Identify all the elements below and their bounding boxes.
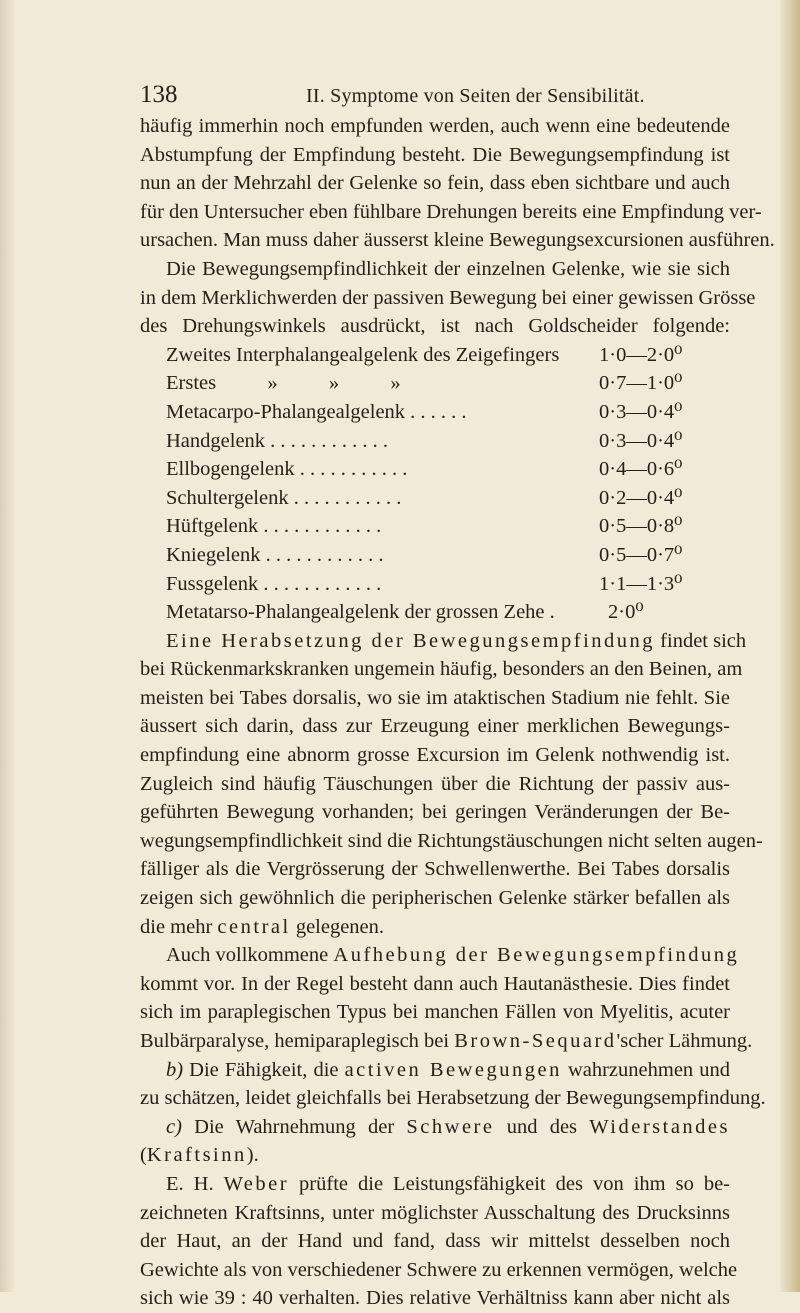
list-marker: b) [166,1058,184,1081]
text-line [140,627,747,656]
joint-name: Fussgelenk . . . . . . . . . . . . [166,572,382,595]
table-row [140,541,730,570]
text-line: der Haut, an der Hand und fand, dass wir mittelst desselben noch [140,1230,730,1253]
spaced-term: Eine Herabsetzung der Bewegungsempfindung [166,629,656,652]
text-run: ( [140,1144,147,1167]
text-run: und des [494,1115,590,1138]
text-line: wegungsempfindlichkeit sind die Richtungstäuschungen nicht selten augen- [140,829,763,852]
page-edge-left [0,0,14,1292]
page-header [140,81,730,111]
text-line: Zugleich sind häufig Täuschungen über die Richtung der passiv aus- [140,772,730,795]
text-run: 'scher Lähmung. [616,1030,753,1052]
text-line: ursachen. Man muss daher äusserst kleine Bewegungsexcursionen ausführen. [140,229,775,252]
table-row [140,570,730,599]
text-run: E. H. [166,1172,224,1195]
joint-threshold: 0·2—0·4⁰ [599,486,683,509]
spaced-term: central [217,915,291,938]
author-name: Brown-Sequard [454,1030,617,1052]
text-run: Die Wahrnehmung der [181,1115,407,1138]
text-line: nun an der Mehrzahl der Gelenke so fein, dass eben sichtbare und auch [140,172,730,195]
text-line [140,941,740,970]
joint-threshold: 1·0—2·0⁰ [599,343,683,366]
text-line: häufig immerhin noch empfunden werden, auch wenn eine bedeutende [140,115,730,137]
text-run: wahrzunehmen und [561,1058,730,1081]
table-row [140,398,730,427]
joint-name: Schultergelenk . . . . . . . . . . . [166,486,402,509]
text-run: Die Fähigkeit, die [183,1058,345,1081]
joint-name: Hüftgelenk . . . . . . . . . . . . [166,515,382,538]
table-row [140,341,730,370]
joint-threshold: 0·3—0·4⁰ [599,400,683,423]
text-line [140,913,730,942]
spaced-term: activen Bewegungen [344,1058,562,1081]
text-line: zeigen sich gewöhnlich die peripherischen Gelenke stärker befallen als [140,887,730,910]
text-line: Abstumpfung der Empfindung besteht. Die Bewegungsempfindung ist [140,143,730,166]
joint-name: Kniegelenk . . . . . . . . . . . . [166,543,384,566]
joint-threshold: 2·0⁰ [608,601,644,624]
joint-threshold: 0·5—0·8⁰ [599,515,683,538]
table-row [140,455,730,484]
text-run: ). [246,1144,259,1167]
joint-threshold: 0·3—0·4⁰ [599,429,683,452]
text-run: die mehr [140,915,218,938]
joint-threshold: 0·5—0·7⁰ [599,543,683,566]
text-run: prüfte die Leistungsfähigkeit des von ihm so be- [289,1172,730,1195]
spaced-term: Widerstandes [589,1115,730,1138]
text-line: zeichneten Kraftsinns, unter möglichster Ausschaltung des Drucksinns [140,1201,730,1224]
text-line: geführten Bewegung vorhanden; bei geringen Veränderungen der Be- [140,801,730,824]
text-line: in dem Merklichwerden der passiven Bewegung bei einer gewissen Grösse [140,286,756,309]
text-run: Auch vollkommene [166,944,334,967]
page-body [140,112,775,1313]
joint-name: Handgelenk . . . . . . . . . . . . [166,429,389,452]
text-line [140,1141,730,1170]
text-line [140,1170,730,1199]
joint-name: Erstes » » » [166,372,401,395]
table-row [140,484,730,513]
page-edge-right [780,0,800,1292]
text-run: Bulbärparalyse, hemiparaplegisch bei [140,1030,455,1052]
table-row [140,598,730,627]
joint-threshold: 1·1—1·3⁰ [599,572,683,595]
text-line: Gewichte als von verschiedener Schwere zu erkennen vermögen, welche [140,1258,738,1281]
text-line: kommt vor. In der Regel besteht dann auch Hautanästhesie. Dies findet [140,972,730,995]
text-line: zu schätzen, leidet gleichfalls bei Herabsetzung der Bewegungsempfindung. [140,1087,766,1110]
joint-name: Zweites Interphalangealgelenk des Zeigefingers [166,343,560,366]
joint-name: Metatarso-Phalangealgelenk der grossen Zehe . [166,601,555,624]
text-line [140,1056,730,1085]
text-line: meisten bei Tabes dorsalis, wo sie im ataktischen Stadium nie fehlt. Sie [140,686,730,709]
text-line: bei Rückenmarkskranken ungemein häufig, besonders an den Beinen, am [140,658,743,681]
joint-threshold: 0·7—1·0⁰ [599,372,683,395]
author-name: Weber [223,1172,290,1195]
spaced-term: Schwere [406,1115,495,1138]
joint-threshold: 0·4—0·6⁰ [599,458,683,481]
text-line: sich im paraplegischen Typus bei manchen Fällen von Myelitis, acuter [140,1001,730,1024]
spaced-term: Aufhebung der Bewegungsempfindung [333,944,740,967]
text-line: sich wie 39 : 40 verhalten. Dies relative Verhältniss kann aber nicht als [140,1287,730,1310]
text-line [140,1027,753,1056]
text-line: des Drehungswinkels ausdrückt, ist nach Goldscheider folgende: [140,315,730,338]
running-head: II. Symptome von Seiten der Sensibilität. [306,85,645,107]
text-run: gelegenen. [290,915,385,938]
joint-name: Metacarpo-Phalangealgelenk . . . . . . [166,400,467,423]
table-row [140,427,730,456]
page-number: 138 [140,81,178,108]
text-line: Die Bewegungsempfindlichkeit der einzelnen Gelenke, wie sie sich [166,257,730,280]
text-run: findet sich [655,629,747,652]
joint-name: Ellbogengelenk . . . . . . . . . . . [166,458,408,481]
text-line: für den Untersucher eben fühlbare Drehungen bereits eine Empfindung ver- [140,200,762,223]
text-line [140,1113,730,1142]
spaced-term: Kraftsinn [146,1144,247,1167]
list-marker: c) [166,1115,182,1138]
table-row [140,369,730,398]
text-line: fälliger als die Vergrösserung der Schwellenwerthe. Bei Tabes dorsalis [140,858,730,881]
text-line: äussert sich darin, dass zur Erzeugung einer merklichen Bewegungs- [140,715,730,738]
text-line: empfindung eine abnorm grosse Excursion im Gelenk nothwendig ist. [140,744,730,767]
joint-threshold-table [140,341,730,627]
table-row [140,512,730,541]
